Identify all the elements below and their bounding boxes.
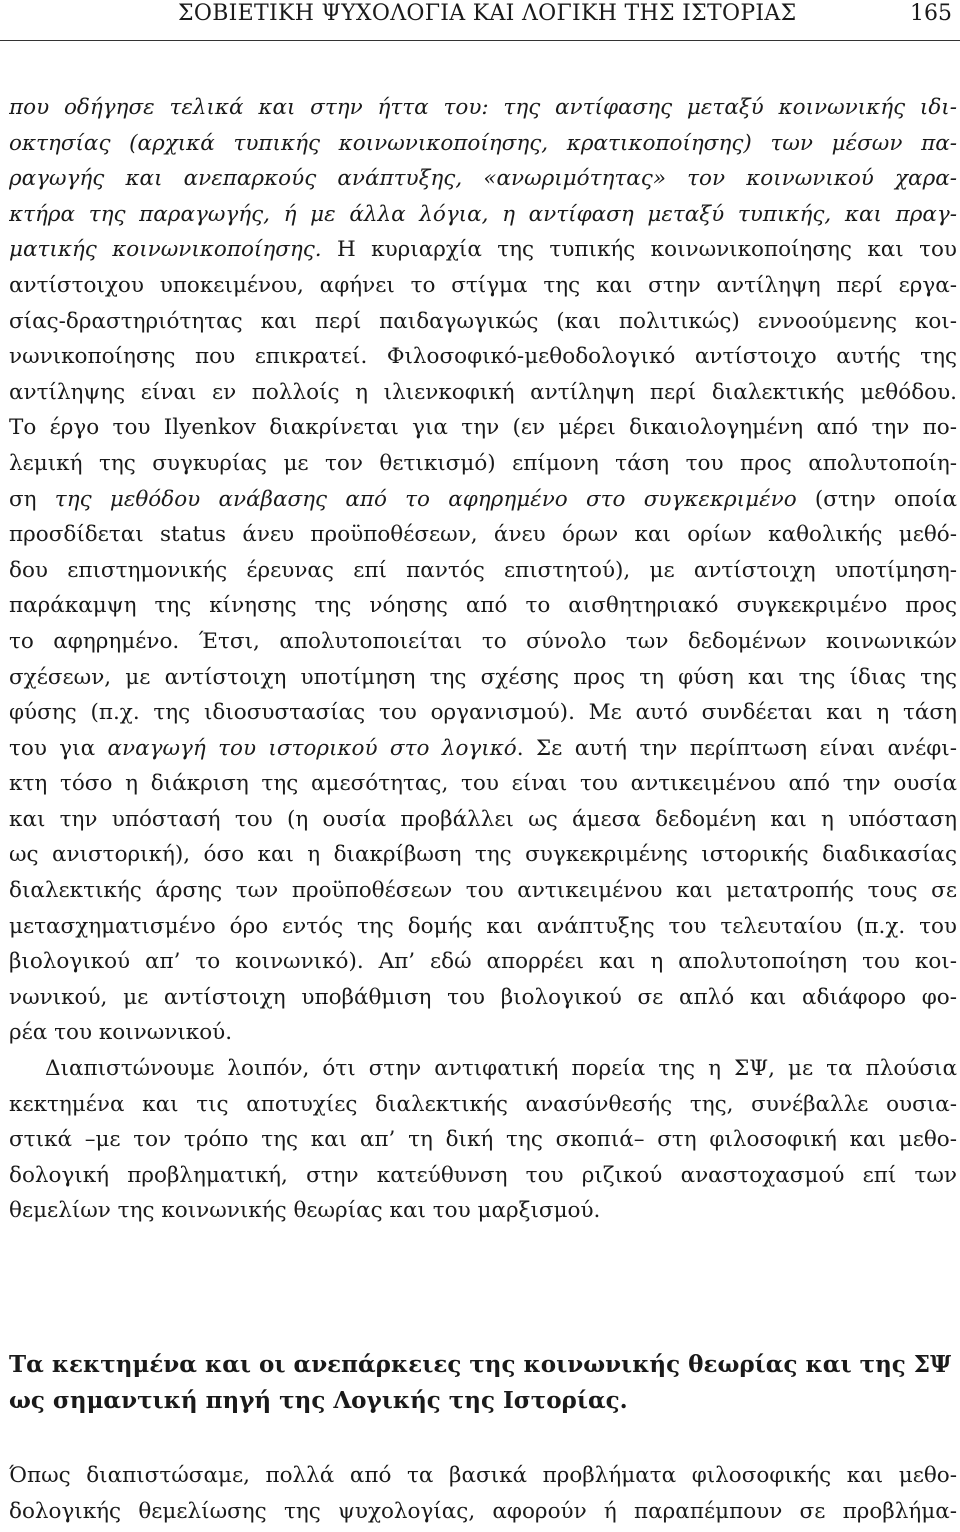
text-line: βιολογικού απ’ το κοινωνικό). Απ’ εδώ απορρέει και η απολυτοποίηση του κοι-	[9, 949, 957, 975]
text-line	[9, 232, 957, 268]
text-line: φύσης (π.χ. της ιδιοσυστασίας του οργανισμού). Με αυτό συνδέεται και η τάση	[9, 700, 957, 726]
text-run: του για	[9, 735, 108, 761]
text-line: δολογική προβληματική, στην κατεύθυνση του ριζικού αναστοχασμού επί των	[9, 1162, 957, 1188]
text-line: αντίληψης είναι εν πολλοίς η ιλιενκοφική αντίληψη περί διαλεκτικής μεθόδου.	[9, 379, 957, 405]
text-line: διαλεκτικής άρσης των προϋποθέσεων του αντικειμένου και μετατροπής τους σε	[9, 878, 957, 904]
heading-line: ως σημαντική πηγή της Λογικής της Ιστορίας.	[9, 1387, 628, 1414]
text-run: (στην οποία	[796, 486, 957, 512]
text-run: Η κυριαρχία της τυπικής κοινωνικοποίησης και του	[321, 237, 957, 263]
text-line: που οδήγησε τελικά και στην ήττα του: της αντίφασης μεταξύ κοινωνικής ιδι-	[9, 95, 957, 120]
text-line: οκτησίας (αρχικά τυπικής κοινωνικοποίησης, κρατικοποίησης) των μέσων πα-	[9, 130, 957, 156]
text-line: δολογικής θεμελίωσης της ψυχολογίας, αφορούν ή παραπέμπουν σε προβλήμα-	[9, 1498, 957, 1524]
text-line: ως ανιστορική), όσο και η διακρίβωση της συγκεκριμένης ιστορικής διαδικασίας	[9, 842, 957, 868]
text-line: κτη τόσο η διάκριση της αμεσότητας, του είναι του αντικειμένου από την ουσία	[9, 771, 957, 797]
text-line: νωνικοποίησης που επικρατεί. Φιλοσοφικό-μεθοδολογικό αντίστοιχο αυτής της	[9, 344, 957, 370]
text-line: στικά –με τον τρόπο της και απ’ τη δική της σκοπιά– στη φιλοσοφική και μεθο-	[9, 1127, 957, 1153]
text-line: κτήρα της παραγωγής, ή με άλλα λόγια, η αντίφαση μεταξύ τυπικής, και πραγ-	[9, 201, 957, 227]
text-line: Το έργο του Ilyenkov διακρίνεται για την (εν μέρει δικαιολογημένη από την πο-	[9, 415, 957, 441]
text-line: ραγωγής και ανεπαρκούς ανάπτυξης, «ανωριμότητας» τον κοινωνικού χαρα-	[9, 166, 957, 192]
text-line: σίας-δραστηριότητας και περί παιδαγωγικώς (και πολιτικώς) εννοούμενης κοι-	[9, 308, 957, 334]
body-text	[9, 90, 957, 1229]
text-line: προσδίδεται status άνευ προϋποθέσεων, άνευ όρων και ορίων καθολικής μεθό-	[9, 522, 957, 548]
paragraph-1	[9, 90, 957, 1051]
heading-line: Τα κεκτημένα και οι ανεπάρκειες της κοινωνικής θεωρίας και της ΣΨ	[9, 1351, 952, 1378]
text-line: παράκαμψη της κίνησης της νόησης από το αισθητηριακό συγκεκριμένο προς	[9, 593, 957, 619]
running-title: ΣΟΒΙΕΤΙΚΗ ΨΥΧΟΛΟΓΙΑ ΚΑΙ ΛΟΓΙΚΗ ΤΗΣ ΙΣΤΟΡΙΑΣ	[178, 1, 797, 26]
italic-run: αναγωγή του ιστορικού στο λογικό	[107, 735, 517, 761]
text-line	[9, 482, 957, 518]
text-line: και την υπόστασή του (η ουσία προβάλλει ως άμεσα δεδομένη και η υπόσταση	[9, 806, 957, 832]
text-line: σχέσεων, με αντίστοιχη υποτίμηση της σχέσης προς τη φύση και της ίδιας της	[9, 664, 957, 690]
text-line: ρέα του κοινωνικού.	[9, 1020, 233, 1046]
text-line: μετασχηματισμένο όρο εντός της δομής και ανάπτυξης του τελευταίου (π.χ. του	[9, 913, 957, 939]
text-line: Διαπιστώνουμε λοιπόν, ότι στην αντιφατική πορεία της η ΣΨ, με τα πλούσια	[45, 1056, 957, 1082]
text-line: θεμελίων της κοινωνικής θεωρίας και του μαρξισμού.	[9, 1198, 601, 1224]
page-number: 165	[910, 1, 952, 26]
paragraph-2	[9, 1051, 957, 1229]
text-run: . Σε αυτή την περίπτωση είναι ανέφι-	[516, 735, 957, 761]
text-line	[9, 731, 957, 767]
text-line: το αφηρημένο. Έτσι, απολυτοποιείται το σύνολο των δεδομένων κοινωνικών	[9, 628, 957, 654]
text-line: λεμική της συγκυρίας με τον θετικισμό) επίμονη τάση του προς απολυτοποίη-	[9, 450, 957, 476]
text-line: Όπως διαπιστώσαμε, πολλά από τα βασικά προβλήματα φιλοσοφικής και μεθο-	[9, 1463, 957, 1488]
text-line: νωνικού, με αντίστοιχη υποβάθμιση του βιολογικού σε απλό και αδιάφορο φο-	[9, 984, 957, 1010]
text-line: κεκτημένα και τις αποτυχίες διαλεκτικής ανασύνθεσής της, συνέβαλλε ουσια-	[9, 1091, 957, 1117]
text-run: ση	[9, 486, 55, 512]
running-header	[0, 0, 960, 41]
italic-run: της μεθόδου ανάβασης από το αφηρημένο στο συγκεκριμένο	[54, 486, 797, 512]
text-line: αντίστοιχου υποκειμένου, αφήνει το στίγμα της και στην αντίληψη περί εργα-	[9, 272, 957, 298]
section-heading	[9, 1347, 957, 1419]
paragraph-3	[9, 1458, 957, 1529]
italic-run: ματικής κοινωνικοποίησης.	[9, 237, 322, 263]
text-line: δου επιστημονικής έρευνας επί παντός επιστητού), με αντίστοιχη υποτίμηση-	[9, 557, 957, 583]
